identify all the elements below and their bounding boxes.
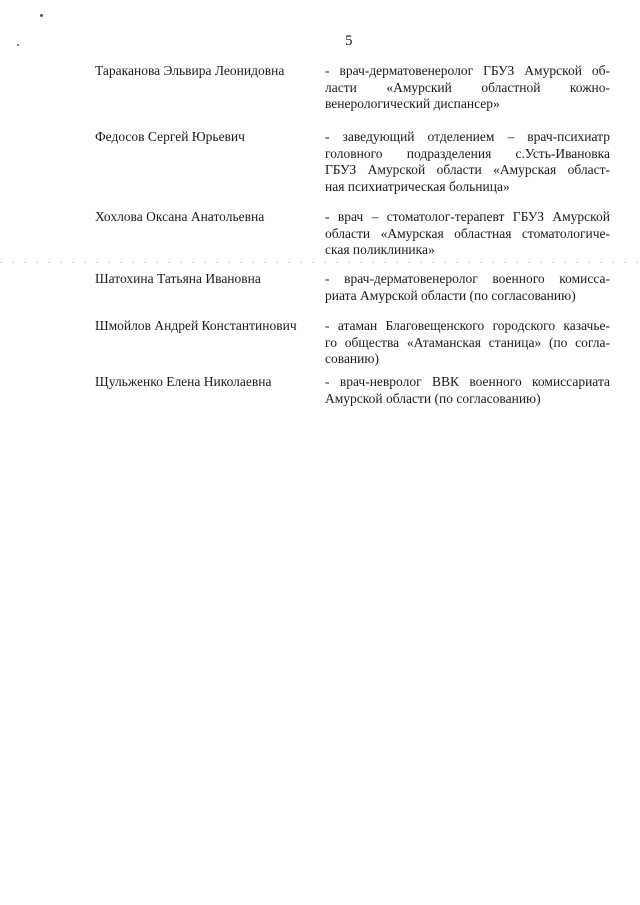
- member-position: [325, 129, 610, 195]
- position-line: - врач – стоматолог-терапевт ГБУЗ Амурской: [325, 209, 610, 224]
- position-line: ская поликлиника»: [325, 242, 435, 257]
- position-line: риата Амурской области (по согласованию): [325, 287, 576, 303]
- position-line: ласти «Амурский областной кожно-: [325, 79, 610, 95]
- position-line: сованию): [325, 351, 379, 366]
- member-position: [325, 63, 610, 113]
- page-number: 5: [345, 33, 353, 49]
- scan-speck: [40, 14, 43, 17]
- position-line: Амурской области (по согласованию): [325, 390, 541, 406]
- position-line: ная психиатрическая больница»: [325, 178, 510, 194]
- position-line: - врач-дерматовенеролог военного комисса-: [325, 271, 610, 286]
- position-line: - заведующий отделением – врач-психиатр: [325, 129, 610, 144]
- position-line: - врач-невролог ВВК военного комиссариата: [325, 374, 610, 389]
- position-line: - атаман Благовещенского городского казачье-: [325, 318, 610, 333]
- member-position: [325, 318, 610, 368]
- position-line: венерологический диспансер»: [325, 96, 500, 111]
- member-name: Тараканова Эльвира Леонидовна: [95, 63, 285, 78]
- member-position: [325, 374, 610, 407]
- member-name: Федосов Сергей Юрьевич: [95, 129, 245, 144]
- position-line: ГБУЗ Амурской области «Амурская област-: [325, 162, 610, 177]
- member-name: Шатохина Татьяна Ивановна: [95, 271, 261, 286]
- member-position: [325, 209, 610, 259]
- position-line: области «Амурская областная стоматологиче-: [325, 225, 610, 241]
- scan-speck: [17, 44, 19, 46]
- scan-artifact-line: [0, 262, 640, 263]
- position-line: головного подразделения с.Усть-Ивановка: [325, 145, 610, 161]
- member-position: [325, 271, 610, 304]
- member-name: Шмойлов Андрей Константинович: [95, 318, 297, 333]
- position-line: го общества «Атаманская станица» (по согла-: [325, 334, 610, 350]
- member-name: Хохлова Оксана Анатольевна: [95, 209, 265, 224]
- position-line: - врач-дерматовенеролог ГБУЗ Амурской об-: [325, 63, 610, 78]
- member-name: Щульженко Елена Николаевна: [95, 374, 272, 389]
